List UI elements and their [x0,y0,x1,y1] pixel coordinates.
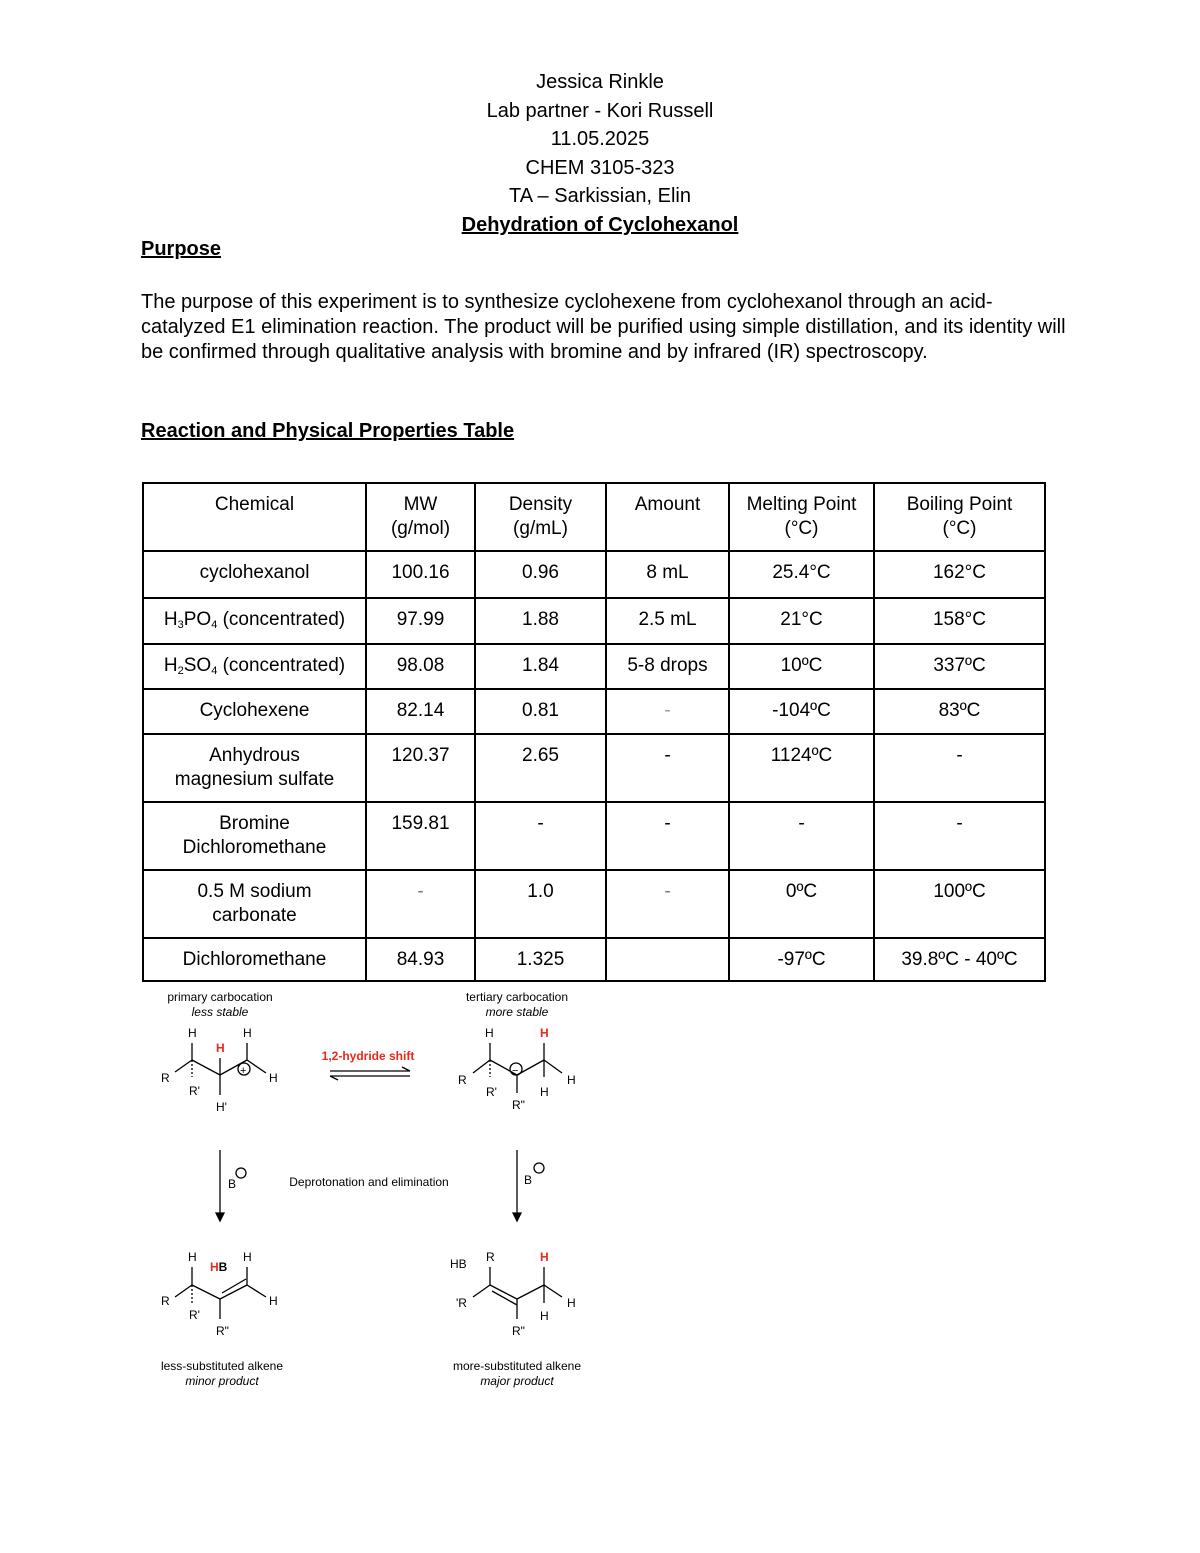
atom-label: H [567,1296,576,1310]
shifted-hydrogen-label: H [540,1250,549,1264]
melting-point-cell: - [729,802,874,870]
amount-cell: - [606,802,729,870]
mechanism-scheme [140,985,620,1395]
table-header-row [143,483,1045,551]
protonated-base-label [210,1260,228,1274]
shifted-hydrogen-label: H [216,1041,225,1055]
table-row [143,870,1045,938]
deprotonation-label: Deprotonation and elimination [289,1175,449,1189]
atom-label: H [243,1026,252,1040]
amount-cell: 8 mL [606,551,729,598]
mw-cell: 159.81 [366,802,475,870]
tertiary-carbocation-label: tertiary carbocation [465,990,569,1004]
table-row [143,598,1045,644]
atom-label: R" [512,1098,525,1112]
mw-cell: - [366,870,475,938]
density-cell: 1.0 [475,870,606,938]
primary-carbocation-label: primary carbocation [167,990,273,1004]
table-row [143,938,1045,981]
boiling-point-cell: 337ºC [874,644,1045,689]
formula-part: (concentrated) [217,609,346,630]
boiling-point-cell: 158°C [874,598,1045,644]
melting-point-cell: -104ºC [729,689,874,734]
melting-point-cell: 25.4°C [729,551,874,598]
formula-part: (concentrated) [217,655,346,676]
atom-label: H' [216,1100,227,1114]
atom-label: H [540,1309,549,1323]
amount-cell [606,938,729,981]
column-header [475,483,606,551]
amount-cell: - [606,734,729,802]
hb-b-part: B [218,1260,228,1274]
primary-stability-label: less stable [191,1005,249,1019]
teaching-assistant: TA – Sarkissian, Elin [509,185,691,208]
mw-cell: 84.93 [366,938,475,981]
mw-cell: 97.99 [366,598,475,644]
chemical-cell [143,644,366,689]
properties-table [142,482,1046,982]
density-cell: 2.65 [475,734,606,802]
atom-label: H [269,1294,278,1308]
report-date: 11.05.2025 [550,128,650,151]
column-header-label: Chemical [214,494,295,515]
formula-part: H [163,609,178,630]
formula-part: H [163,655,178,676]
course-code: CHEM 3105-323 [525,156,675,179]
atom-label: R [161,1294,170,1308]
atom-label: R [161,1071,170,1085]
column-header [606,483,729,551]
atom-label: H [243,1250,252,1264]
atom-label: H [269,1071,278,1085]
purpose-heading: Purpose [141,238,222,260]
atom-label: R' [189,1084,200,1098]
atom-label: 'R [456,1296,467,1310]
document-title: Dehydration of Cyclohexanol [461,213,739,236]
table-heading: Reaction and Physical Properties Table [141,420,515,442]
atom-label: R" [512,1324,525,1338]
atom-label: R' [189,1308,200,1322]
equilibrium-arrow [330,1067,410,1080]
amount-cell: - [606,870,729,938]
boiling-point-cell: 162°C [874,551,1045,598]
melting-point-cell: 1124ºC [729,734,874,802]
author-name: Jessica Rinkle [536,71,664,93]
chemical-cell: Bromine Dichloromethane [143,802,366,870]
base-label: B [228,1177,237,1191]
formula-subscript: 2 [177,665,184,677]
density-cell: 1.88 [475,598,606,644]
density-cell: 1.84 [475,644,606,689]
minor-product-sub: minor product [185,1374,259,1388]
chemical-cell: Dichloromethane [143,938,366,981]
mw-cell: 120.37 [366,734,475,802]
atom-label: H [485,1026,494,1040]
chemical-cell: Cyclohexene [143,689,366,734]
base-label: B [524,1173,533,1187]
column-header [143,483,366,551]
shifted-hydrogen-label: H [540,1026,549,1040]
charge-label: − [512,1065,519,1077]
table-row [143,644,1045,689]
melting-point-cell: 10ºC [729,644,874,689]
column-header [729,483,874,551]
atom-label: R' [486,1085,497,1099]
table-row [143,734,1045,802]
column-header-label: Amount [634,494,701,515]
atom-label: R [458,1073,467,1087]
column-header-label: Density (g/mL) [508,494,573,539]
column-header [874,483,1045,551]
amount-cell: - [606,689,729,734]
hb-h-part: H [210,1260,219,1274]
density-cell: 0.96 [475,551,606,598]
melting-point-cell: 0ºC [729,870,874,938]
atom-label: R" [216,1324,229,1338]
boiling-point-cell: 39.8ºC - 40ºC [874,938,1045,981]
density-cell: 1.325 [475,938,606,981]
mw-cell: 100.16 [366,551,475,598]
table-row [143,689,1045,734]
atom-label: H [188,1026,197,1040]
hydride-shift-label: 1,2-hydride shift [321,1049,415,1063]
purpose-paragraph: The purpose of this experiment is to synthesize cyclohexene from cyclohexanol through an acid-catalyzed E1 elimination reaction. The product will be purified using simple distillation, and its identity will be confirmed through qualitative analysis with bromine and by infrared (IR) spectroscopy. [141,291,1066,363]
atom-label: H [540,1085,549,1099]
atom-label: H [188,1250,197,1264]
mw-cell: 98.08 [366,644,475,689]
atom-label: R [486,1250,495,1264]
mw-cell: 82.14 [366,689,475,734]
column-header-label: MW (g/mol) [390,494,451,539]
chemical-cell [143,598,366,644]
column-header-label: Boiling Point (°C) [906,494,1013,539]
table-row [143,551,1045,598]
boiling-point-cell: 100ºC [874,870,1045,938]
table-row [143,802,1045,870]
density-cell: - [475,802,606,870]
melting-point-cell: 21°C [729,598,874,644]
protonated-base-label: HB [450,1257,467,1271]
density-cell: 0.81 [475,689,606,734]
amount-cell: 5-8 drops [606,644,729,689]
major-product-sub: major product [480,1374,554,1388]
document-header [0,68,1200,240]
tertiary-stability-label: more stable [485,1005,549,1019]
atom-label: H [567,1073,576,1087]
minor-product-label: less-substituted alkene [160,1359,284,1373]
chemical-cell: cyclohexanol [143,551,366,598]
column-header-label: Melting Point (°C) [746,494,857,539]
melting-point-cell: -97ºC [729,938,874,981]
chemical-cell: Anhydrous magnesium sulfate [143,734,366,802]
boiling-point-cell: - [874,802,1045,870]
formula-subscript: 4 [211,619,218,631]
formula-subscript: 3 [177,619,184,631]
major-product-label: more-substituted alkene [452,1359,582,1373]
charge-label: + [240,1065,247,1077]
chemical-cell: 0.5 M sodium carbonate [143,870,366,938]
formula-part: SO [183,655,212,676]
formula-subscript: 4 [211,665,218,677]
boiling-point-cell: 83ºC [874,689,1045,734]
column-header [366,483,475,551]
boiling-point-cell: - [874,734,1045,802]
amount-cell: 2.5 mL [606,598,729,644]
formula-part: PO [183,609,212,630]
lab-partner: Lab partner - Kori Russell [486,99,714,122]
